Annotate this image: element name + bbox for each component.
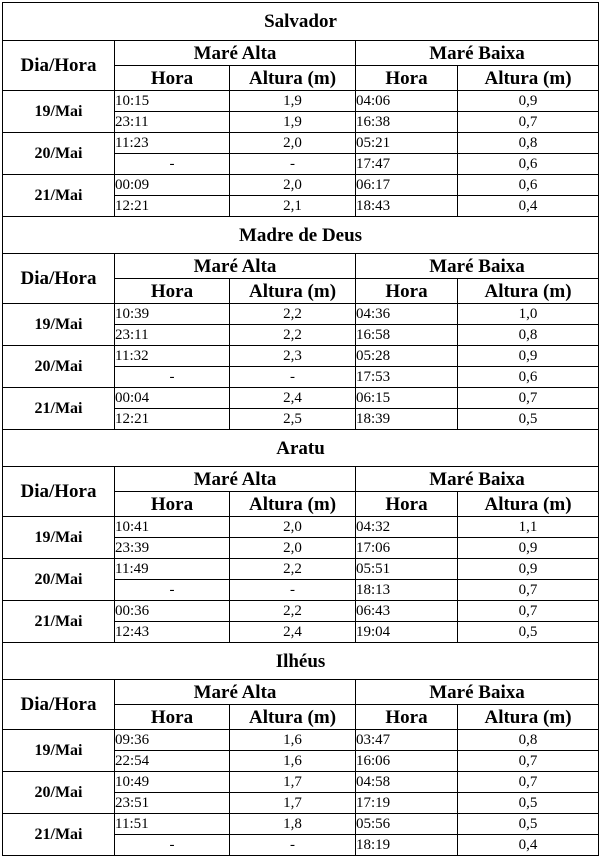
low-height-cell: 0,5 <box>458 622 599 643</box>
high-height-cell: 1,6 <box>230 751 356 772</box>
high-time-cell: 00:36 <box>115 601 230 622</box>
high-time-cell: 10:15 <box>115 91 230 112</box>
high-height-cell: - <box>230 835 356 856</box>
low-time-cell: 04:06 <box>356 91 458 112</box>
high-height-cell: - <box>230 154 356 175</box>
high-height-cell: 2,3 <box>230 346 356 367</box>
low-time-cell: 17:19 <box>356 793 458 814</box>
location-title: Ilhéus <box>3 643 599 680</box>
low-tide-header: Maré Baixa <box>356 680 599 705</box>
low-height-cell: 0,7 <box>458 388 599 409</box>
low-time-cell: 18:13 <box>356 580 458 601</box>
table-row <box>3 559 599 580</box>
low-time-cell: 04:32 <box>356 517 458 538</box>
table-row <box>3 517 599 538</box>
low-height-cell: 0,9 <box>458 91 599 112</box>
low-height-cell: 0,8 <box>458 730 599 751</box>
high-tide-header: Maré Alta <box>115 254 356 279</box>
high-time-cell: 09:36 <box>115 730 230 751</box>
high-height-cell: 2,4 <box>230 388 356 409</box>
location-title-row <box>3 3 599 41</box>
low-height-cell: 0,7 <box>458 580 599 601</box>
high-tide-header: Maré Alta <box>115 680 356 705</box>
high-time-cell: 11:49 <box>115 559 230 580</box>
header-row <box>3 254 599 279</box>
low-time-cell: 05:28 <box>356 346 458 367</box>
high-height-header: Altura (m) <box>230 279 356 304</box>
high-height-cell: 1,9 <box>230 112 356 133</box>
high-time-cell: 22:54 <box>115 751 230 772</box>
table-row <box>3 772 599 793</box>
day-hour-header: Dia/Hora <box>3 680 115 730</box>
low-height-cell: 0,7 <box>458 112 599 133</box>
table-row <box>3 601 599 622</box>
high-time-cell: - <box>115 154 230 175</box>
high-height-header: Altura (m) <box>230 66 356 91</box>
low-height-cell: 0,8 <box>458 325 599 346</box>
low-height-cell: 0,6 <box>458 175 599 196</box>
location-title-row <box>3 217 599 254</box>
high-height-cell: 2,0 <box>230 175 356 196</box>
high-height-cell: 2,0 <box>230 517 356 538</box>
high-hour-header: Hora <box>115 492 230 517</box>
low-height-cell: 0,9 <box>458 538 599 559</box>
low-height-cell: 0,6 <box>458 154 599 175</box>
low-height-cell: 0,8 <box>458 133 599 154</box>
low-tide-header: Maré Baixa <box>356 254 599 279</box>
header-row <box>3 467 599 492</box>
table-row <box>3 814 599 835</box>
low-time-cell: 04:36 <box>356 304 458 325</box>
low-height-cell: 0,6 <box>458 367 599 388</box>
low-height-header: Altura (m) <box>458 66 599 91</box>
high-height-cell: 2,4 <box>230 622 356 643</box>
high-time-cell: 00:04 <box>115 388 230 409</box>
header-row <box>3 41 599 66</box>
high-time-cell: 11:32 <box>115 346 230 367</box>
table-row <box>3 304 599 325</box>
low-time-cell: 04:58 <box>356 772 458 793</box>
low-height-header: Altura (m) <box>458 492 599 517</box>
low-height-cell: 0,4 <box>458 835 599 856</box>
low-height-header: Altura (m) <box>458 279 599 304</box>
table-row <box>3 388 599 409</box>
low-tide-header: Maré Baixa <box>356 467 599 492</box>
low-height-cell: 0,5 <box>458 814 599 835</box>
high-height-cell: 2,5 <box>230 409 356 430</box>
location-title: Aratu <box>3 430 599 467</box>
high-hour-header: Hora <box>115 66 230 91</box>
day-cell: 19/Mai <box>3 517 115 559</box>
high-height-cell: - <box>230 367 356 388</box>
table-row <box>3 175 599 196</box>
location-title-row <box>3 430 599 467</box>
low-time-cell: 16:58 <box>356 325 458 346</box>
day-cell: 20/Mai <box>3 346 115 388</box>
low-hour-header: Hora <box>356 492 458 517</box>
low-time-cell: 18:19 <box>356 835 458 856</box>
day-cell: 21/Mai <box>3 814 115 856</box>
high-time-cell: 10:41 <box>115 517 230 538</box>
high-height-cell: 1,6 <box>230 730 356 751</box>
high-height-cell: 1,9 <box>230 91 356 112</box>
day-cell: 19/Mai <box>3 304 115 346</box>
high-time-cell: 23:51 <box>115 793 230 814</box>
day-hour-header: Dia/Hora <box>3 41 115 91</box>
high-height-cell: 2,0 <box>230 538 356 559</box>
high-time-cell: 00:09 <box>115 175 230 196</box>
low-time-cell: 05:51 <box>356 559 458 580</box>
high-time-cell: 10:39 <box>115 304 230 325</box>
day-cell: 19/Mai <box>3 730 115 772</box>
high-time-cell: - <box>115 367 230 388</box>
table-row <box>3 346 599 367</box>
high-hour-header: Hora <box>115 279 230 304</box>
low-height-cell: 0,5 <box>458 793 599 814</box>
high-tide-header: Maré Alta <box>115 467 356 492</box>
high-height-cell: 1,7 <box>230 772 356 793</box>
high-height-cell: 1,7 <box>230 793 356 814</box>
high-time-cell: - <box>115 580 230 601</box>
high-time-cell: 11:23 <box>115 133 230 154</box>
low-height-cell: 0,7 <box>458 601 599 622</box>
low-height-cell: 0,9 <box>458 346 599 367</box>
tide-table <box>2 2 599 856</box>
location-title: Salvador <box>3 3 599 41</box>
day-cell: 20/Mai <box>3 772 115 814</box>
high-height-cell: 2,2 <box>230 601 356 622</box>
location-title: Madre de Deus <box>3 217 599 254</box>
high-time-cell: 11:51 <box>115 814 230 835</box>
low-time-cell: 16:38 <box>356 112 458 133</box>
day-cell: 21/Mai <box>3 388 115 430</box>
low-time-cell: 17:47 <box>356 154 458 175</box>
low-height-cell: 0,9 <box>458 559 599 580</box>
low-tide-header: Maré Baixa <box>356 41 599 66</box>
high-height-cell: 2,0 <box>230 133 356 154</box>
low-time-cell: 06:15 <box>356 388 458 409</box>
low-time-cell: 05:21 <box>356 133 458 154</box>
low-height-cell: 1,0 <box>458 304 599 325</box>
low-time-cell: 06:17 <box>356 175 458 196</box>
low-hour-header: Hora <box>356 66 458 91</box>
low-time-cell: 17:53 <box>356 367 458 388</box>
high-hour-header: Hora <box>115 705 230 730</box>
table-row <box>3 91 599 112</box>
low-time-cell: 05:56 <box>356 814 458 835</box>
low-height-cell: 0,7 <box>458 751 599 772</box>
low-time-cell: 03:47 <box>356 730 458 751</box>
low-hour-header: Hora <box>356 279 458 304</box>
header-row <box>3 680 599 705</box>
high-time-cell: 10:49 <box>115 772 230 793</box>
day-cell: 20/Mai <box>3 559 115 601</box>
high-height-cell: - <box>230 580 356 601</box>
table-row <box>3 133 599 154</box>
day-cell: 21/Mai <box>3 601 115 643</box>
low-time-cell: 19:04 <box>356 622 458 643</box>
high-height-cell: 2,2 <box>230 325 356 346</box>
low-height-header: Altura (m) <box>458 705 599 730</box>
high-time-cell: 12:21 <box>115 409 230 430</box>
high-height-header: Altura (m) <box>230 492 356 517</box>
high-tide-header: Maré Alta <box>115 41 356 66</box>
high-time-cell: 23:11 <box>115 112 230 133</box>
high-time-cell: - <box>115 835 230 856</box>
high-time-cell: 23:39 <box>115 538 230 559</box>
low-height-cell: 0,7 <box>458 772 599 793</box>
day-hour-header: Dia/Hora <box>3 254 115 304</box>
high-height-cell: 2,2 <box>230 304 356 325</box>
high-time-cell: 12:21 <box>115 196 230 217</box>
low-time-cell: 16:06 <box>356 751 458 772</box>
high-time-cell: 23:11 <box>115 325 230 346</box>
day-cell: 20/Mai <box>3 133 115 175</box>
high-height-cell: 2,2 <box>230 559 356 580</box>
high-time-cell: 12:43 <box>115 622 230 643</box>
low-height-cell: 1,1 <box>458 517 599 538</box>
day-hour-header: Dia/Hora <box>3 467 115 517</box>
day-cell: 19/Mai <box>3 91 115 133</box>
low-time-cell: 17:06 <box>356 538 458 559</box>
low-height-cell: 0,5 <box>458 409 599 430</box>
low-time-cell: 18:43 <box>356 196 458 217</box>
low-time-cell: 18:39 <box>356 409 458 430</box>
high-height-header: Altura (m) <box>230 705 356 730</box>
low-height-cell: 0,4 <box>458 196 599 217</box>
day-cell: 21/Mai <box>3 175 115 217</box>
tide-table-page <box>2 2 599 856</box>
low-time-cell: 06:43 <box>356 601 458 622</box>
high-height-cell: 2,1 <box>230 196 356 217</box>
table-row <box>3 730 599 751</box>
location-title-row <box>3 643 599 680</box>
low-hour-header: Hora <box>356 705 458 730</box>
high-height-cell: 1,8 <box>230 814 356 835</box>
